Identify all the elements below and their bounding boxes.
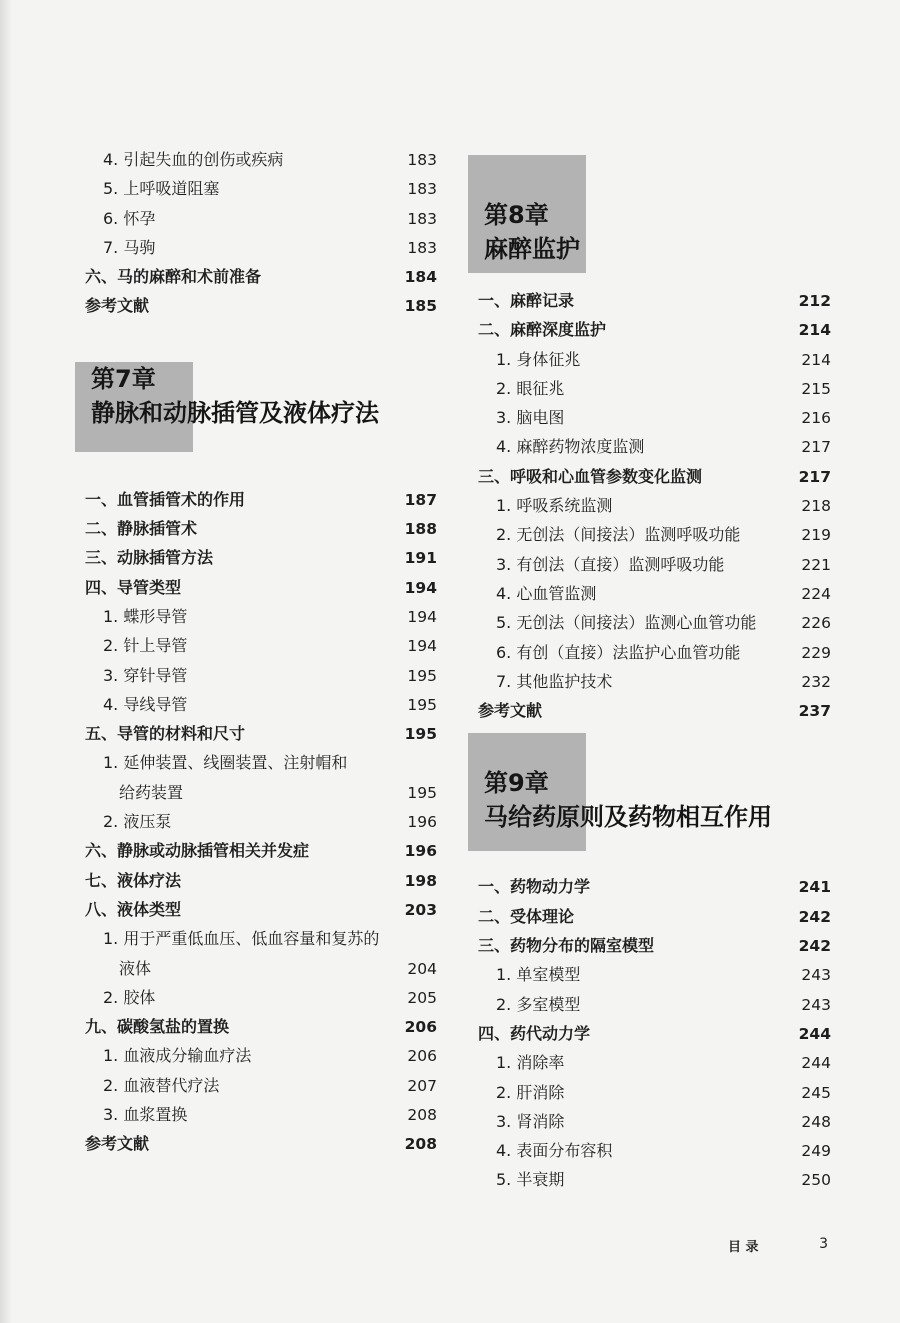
- toc-entry-title: 七、液体疗法: [85, 870, 182, 890]
- toc-entry-page: 214: [801, 350, 831, 369]
- toc-entry-page: 194: [404, 578, 437, 597]
- toc-entry-page: 187: [404, 490, 437, 509]
- toc-entry-page: 207: [407, 1076, 437, 1095]
- chapter9-entries: [478, 872, 831, 1194]
- toc-entry-title: 一、血管插管术的作用: [85, 489, 246, 509]
- toc-entry: [478, 1078, 831, 1107]
- footer-label: 目 录: [728, 1240, 759, 1255]
- toc-entry-title: 六、静脉或动脉插管相关并发症: [85, 841, 310, 861]
- toc-entry: [85, 573, 437, 602]
- toc-entry: [85, 174, 437, 203]
- toc-entry: [85, 983, 437, 1012]
- toc-entry-page: 195: [407, 783, 437, 802]
- chapter7-title: 静脉和动脉插管及液体疗法: [91, 398, 379, 427]
- chapter7-number: 第7章: [91, 364, 156, 393]
- toc-entry: [85, 719, 437, 748]
- toc-entry-title: 三、呼吸和心血管参数变化监测: [478, 466, 703, 486]
- toc-entry: [85, 543, 437, 572]
- toc-entry-title: 二、静脉插管术: [85, 519, 198, 539]
- toc-entry: [478, 696, 831, 725]
- toc-entry-title: 三、药物分布的隔室模型: [478, 936, 655, 956]
- chapter8-number: 第8章: [484, 201, 549, 229]
- toc-entry: [478, 1048, 831, 1077]
- toc-entry: [478, 579, 831, 608]
- toc-entry-page: 194: [407, 637, 437, 656]
- toc-entry-page: 183: [407, 151, 437, 169]
- page-footer: [728, 1236, 828, 1255]
- chapter6-tail-entries: [85, 145, 437, 321]
- toc-entry-title: 参考文献: [85, 1134, 150, 1154]
- toc-entry-page: 185: [404, 297, 437, 316]
- toc-entry-page: 217: [801, 438, 831, 457]
- toc-entry-title: 1. 蝶形导管: [103, 606, 188, 626]
- toc-entry-page: 243: [801, 966, 831, 985]
- toc-entry-page: 250: [801, 1171, 831, 1190]
- toc-entry-page: 242: [798, 907, 831, 926]
- toc-entry-page: 249: [801, 1142, 831, 1161]
- toc-entry-title: 7. 其他监护技术: [496, 671, 613, 691]
- toc-entry-title: 参考文献: [85, 296, 150, 316]
- toc-entry-title: 2. 血液替代疗法: [103, 1075, 220, 1095]
- toc-entry-title: 4. 导线导管: [103, 694, 188, 714]
- toc-entry-title: 6. 怀孕: [103, 208, 156, 228]
- toc-entry-title: 1. 呼吸系统监测: [496, 496, 613, 516]
- toc-entry: [85, 1071, 437, 1100]
- toc-entry: [85, 661, 437, 690]
- toc-entry-title: 5. 上呼吸道阻塞: [103, 179, 220, 199]
- toc-entry-title: 给药装置: [119, 782, 184, 802]
- toc-entry-title: 1. 消除率: [496, 1053, 565, 1073]
- toc-entry-title: 2. 肝消除: [496, 1082, 565, 1102]
- toc-entry-title: 4. 引起失血的创伤或疾病: [103, 150, 284, 169]
- toc-entry-title: 3. 脑电图: [496, 408, 565, 428]
- toc-entry: [478, 990, 831, 1019]
- toc-entry-page: 214: [798, 321, 831, 340]
- toc-entry: [478, 1019, 831, 1048]
- toc-entry-page: 244: [801, 1054, 831, 1073]
- toc-entry-page: 237: [798, 702, 831, 721]
- toc-entry: [478, 462, 831, 491]
- toc-entry-title: 3. 肾消除: [496, 1111, 565, 1131]
- toc-entry-page: 196: [407, 813, 437, 832]
- toc-entry-page: 196: [404, 842, 437, 861]
- toc-entry-page: 184: [404, 268, 437, 287]
- toc-entry-page: 226: [801, 614, 831, 633]
- toc-entry: [478, 403, 831, 432]
- toc-left-column: [85, 145, 437, 1159]
- toc-entry-title: 二、麻醉深度监护: [478, 320, 607, 340]
- toc-entry: [478, 1165, 831, 1194]
- toc-entry: [85, 631, 437, 660]
- toc-entry: [478, 667, 831, 696]
- toc-entry-page: 195: [407, 666, 437, 685]
- chapter7-entries: [85, 485, 437, 1159]
- toc-entry-title: 3. 有创法（直接）监测呼吸功能: [496, 554, 725, 574]
- toc-entry-page: 245: [801, 1083, 831, 1102]
- toc-entry: [85, 145, 437, 174]
- footer-page-number: 3: [819, 1236, 828, 1252]
- toc-entry-page: 191: [404, 549, 437, 568]
- toc-entry: [478, 638, 831, 667]
- chapter8-header: [478, 145, 831, 286]
- toc-entry-page: 188: [404, 520, 437, 539]
- toc-entry: [478, 432, 831, 461]
- toc-entry: [478, 1136, 831, 1165]
- toc-entry: [478, 960, 831, 989]
- toc-entry: [85, 807, 437, 836]
- toc-entry-page: 183: [407, 180, 437, 199]
- toc-entry: [85, 690, 437, 719]
- toc-entry-title: 4. 心血管监测: [496, 583, 597, 603]
- toc-entry: [85, 1129, 437, 1158]
- toc-entry: [85, 895, 437, 924]
- chapter9-number: 第9章: [484, 769, 549, 798]
- toc-entry-page: 208: [404, 1135, 437, 1154]
- toc-entry-title: 5. 半衰期: [496, 1170, 565, 1190]
- toc-entry-title: 六、马的麻醉和术前准备: [85, 267, 262, 287]
- toc-entry-title: 五、导管的材料和尺寸: [85, 724, 246, 744]
- toc-entry-title: 八、液体类型: [85, 899, 182, 919]
- toc-entry: [85, 954, 437, 983]
- toc-entry-title: 4. 表面分布容积: [496, 1141, 613, 1161]
- toc-entry: [85, 204, 437, 233]
- toc-entry: [85, 262, 437, 291]
- toc-entry-page: 194: [407, 607, 437, 626]
- toc-entry-page: 219: [801, 526, 831, 545]
- toc-entry-page: 212: [798, 292, 831, 310]
- toc-entry: [478, 286, 831, 315]
- toc-entry: [478, 902, 831, 931]
- toc-entry-page: 195: [407, 695, 437, 714]
- toc-entry-title: 九、碳酸氢盐的置换: [85, 1017, 230, 1037]
- chapter8-entries: [478, 286, 831, 725]
- toc-entry-title: 三、动脉插管方法: [85, 548, 214, 568]
- toc-entry-page: 205: [407, 988, 437, 1007]
- toc-entry-title: 2. 多室模型: [496, 994, 581, 1014]
- toc-entry-page: 195: [404, 725, 437, 744]
- toc-entry-title: 参考文献: [478, 701, 543, 721]
- toc-entry-page: 242: [798, 937, 831, 956]
- toc-entry: [85, 602, 437, 631]
- toc-entry-page: 217: [798, 467, 831, 486]
- toc-entry: [478, 872, 831, 901]
- toc-entry-title: 1. 单室模型: [496, 965, 581, 985]
- toc-entry-page: 232: [801, 672, 831, 691]
- toc-entry-title: 7. 马驹: [103, 237, 156, 257]
- toc-entry: [85, 748, 437, 777]
- toc-entry: [478, 374, 831, 403]
- toc-entry: [478, 520, 831, 549]
- toc-entry: [478, 491, 831, 520]
- toc-entry: [85, 291, 437, 320]
- toc-entry-page: 218: [801, 497, 831, 516]
- toc-entry-title: 2. 液压泵: [103, 812, 172, 832]
- toc-entry-title: 2. 眼征兆: [496, 378, 565, 398]
- toc-entry: [85, 866, 437, 895]
- toc-entry-page: 215: [801, 379, 831, 398]
- toc-entry-page: 221: [801, 555, 831, 574]
- toc-entry: [478, 1107, 831, 1136]
- toc-entry-page: 204: [407, 959, 437, 978]
- toc-entry-title: 1. 用于严重低血压、低血容量和复苏的: [103, 929, 380, 949]
- toc-entry-title: 四、导管类型: [85, 577, 182, 597]
- toc-entry-title: 4. 麻醉药物浓度监测: [496, 437, 645, 457]
- page-edge-shadow: [0, 0, 12, 1323]
- toc-entry-page: 216: [801, 409, 831, 428]
- toc-entry-title: 3. 穿针导管: [103, 665, 188, 685]
- toc-entry-page: 224: [801, 584, 831, 603]
- toc-entry: [85, 836, 437, 865]
- toc-entry: [478, 315, 831, 344]
- toc-entry-title: 2. 针上导管: [103, 636, 188, 656]
- toc-entry-title: 一、麻醉记录: [478, 291, 575, 310]
- toc-entry-title: 1. 身体征兆: [496, 349, 581, 369]
- toc-entry: [478, 931, 831, 960]
- toc-entry: [85, 233, 437, 262]
- toc-right-column: [478, 145, 831, 1195]
- toc-entry-page: 206: [407, 1047, 437, 1066]
- toc-entry: [478, 345, 831, 374]
- toc-entry: [85, 924, 437, 953]
- toc-entry-title: 液体: [119, 958, 152, 978]
- toc-entry-title: 3. 血浆置换: [103, 1105, 188, 1125]
- toc-entry-page: 244: [798, 1024, 831, 1043]
- toc-entry-page: 241: [798, 878, 831, 897]
- toc-entry: [478, 608, 831, 637]
- toc-entry: [85, 485, 437, 514]
- toc-entry-page: 198: [404, 871, 437, 890]
- toc-entry-page: 243: [801, 995, 831, 1014]
- toc-entry-page: 206: [404, 1018, 437, 1037]
- toc-entry-page: 203: [404, 900, 437, 919]
- toc-entry-title: 5. 无创法（间接法）监测心血管功能: [496, 613, 757, 633]
- toc-entry: [478, 550, 831, 579]
- toc-entry: [85, 1012, 437, 1041]
- toc-entry: [85, 1041, 437, 1070]
- toc-entry-title: 6. 有创（直接）法监护心血管功能: [496, 642, 741, 662]
- chapter8-title: 麻醉监护: [484, 235, 580, 263]
- chapter9-header: [478, 725, 831, 872]
- toc-entry-title: 四、药代动力学: [478, 1023, 591, 1043]
- toc-entry-title: 2. 无创法（间接法）监测呼吸功能: [496, 525, 741, 545]
- toc-entry-page: 248: [801, 1112, 831, 1131]
- toc-entry-title: 一、药物动力学: [478, 877, 591, 897]
- chapter7-header: [85, 321, 437, 485]
- toc-entry: [85, 514, 437, 543]
- toc-entry: [85, 778, 437, 807]
- toc-entry-page: 229: [801, 643, 831, 662]
- toc-entry-title: 1. 血液成分输血疗法: [103, 1046, 252, 1066]
- toc-entry-title: 1. 延伸装置、线圈装置、注射帽和: [103, 753, 348, 773]
- chapter9-title: 马给药原则及药物相互作用: [484, 803, 772, 832]
- toc-entry-title: 2. 胶体: [103, 987, 156, 1007]
- toc-entry-page: 183: [407, 209, 437, 228]
- toc-entry-title: 二、受体理论: [478, 906, 575, 926]
- toc-entry-page: 208: [407, 1106, 437, 1125]
- toc-entry: [85, 1100, 437, 1129]
- toc-entry-page: 183: [407, 238, 437, 257]
